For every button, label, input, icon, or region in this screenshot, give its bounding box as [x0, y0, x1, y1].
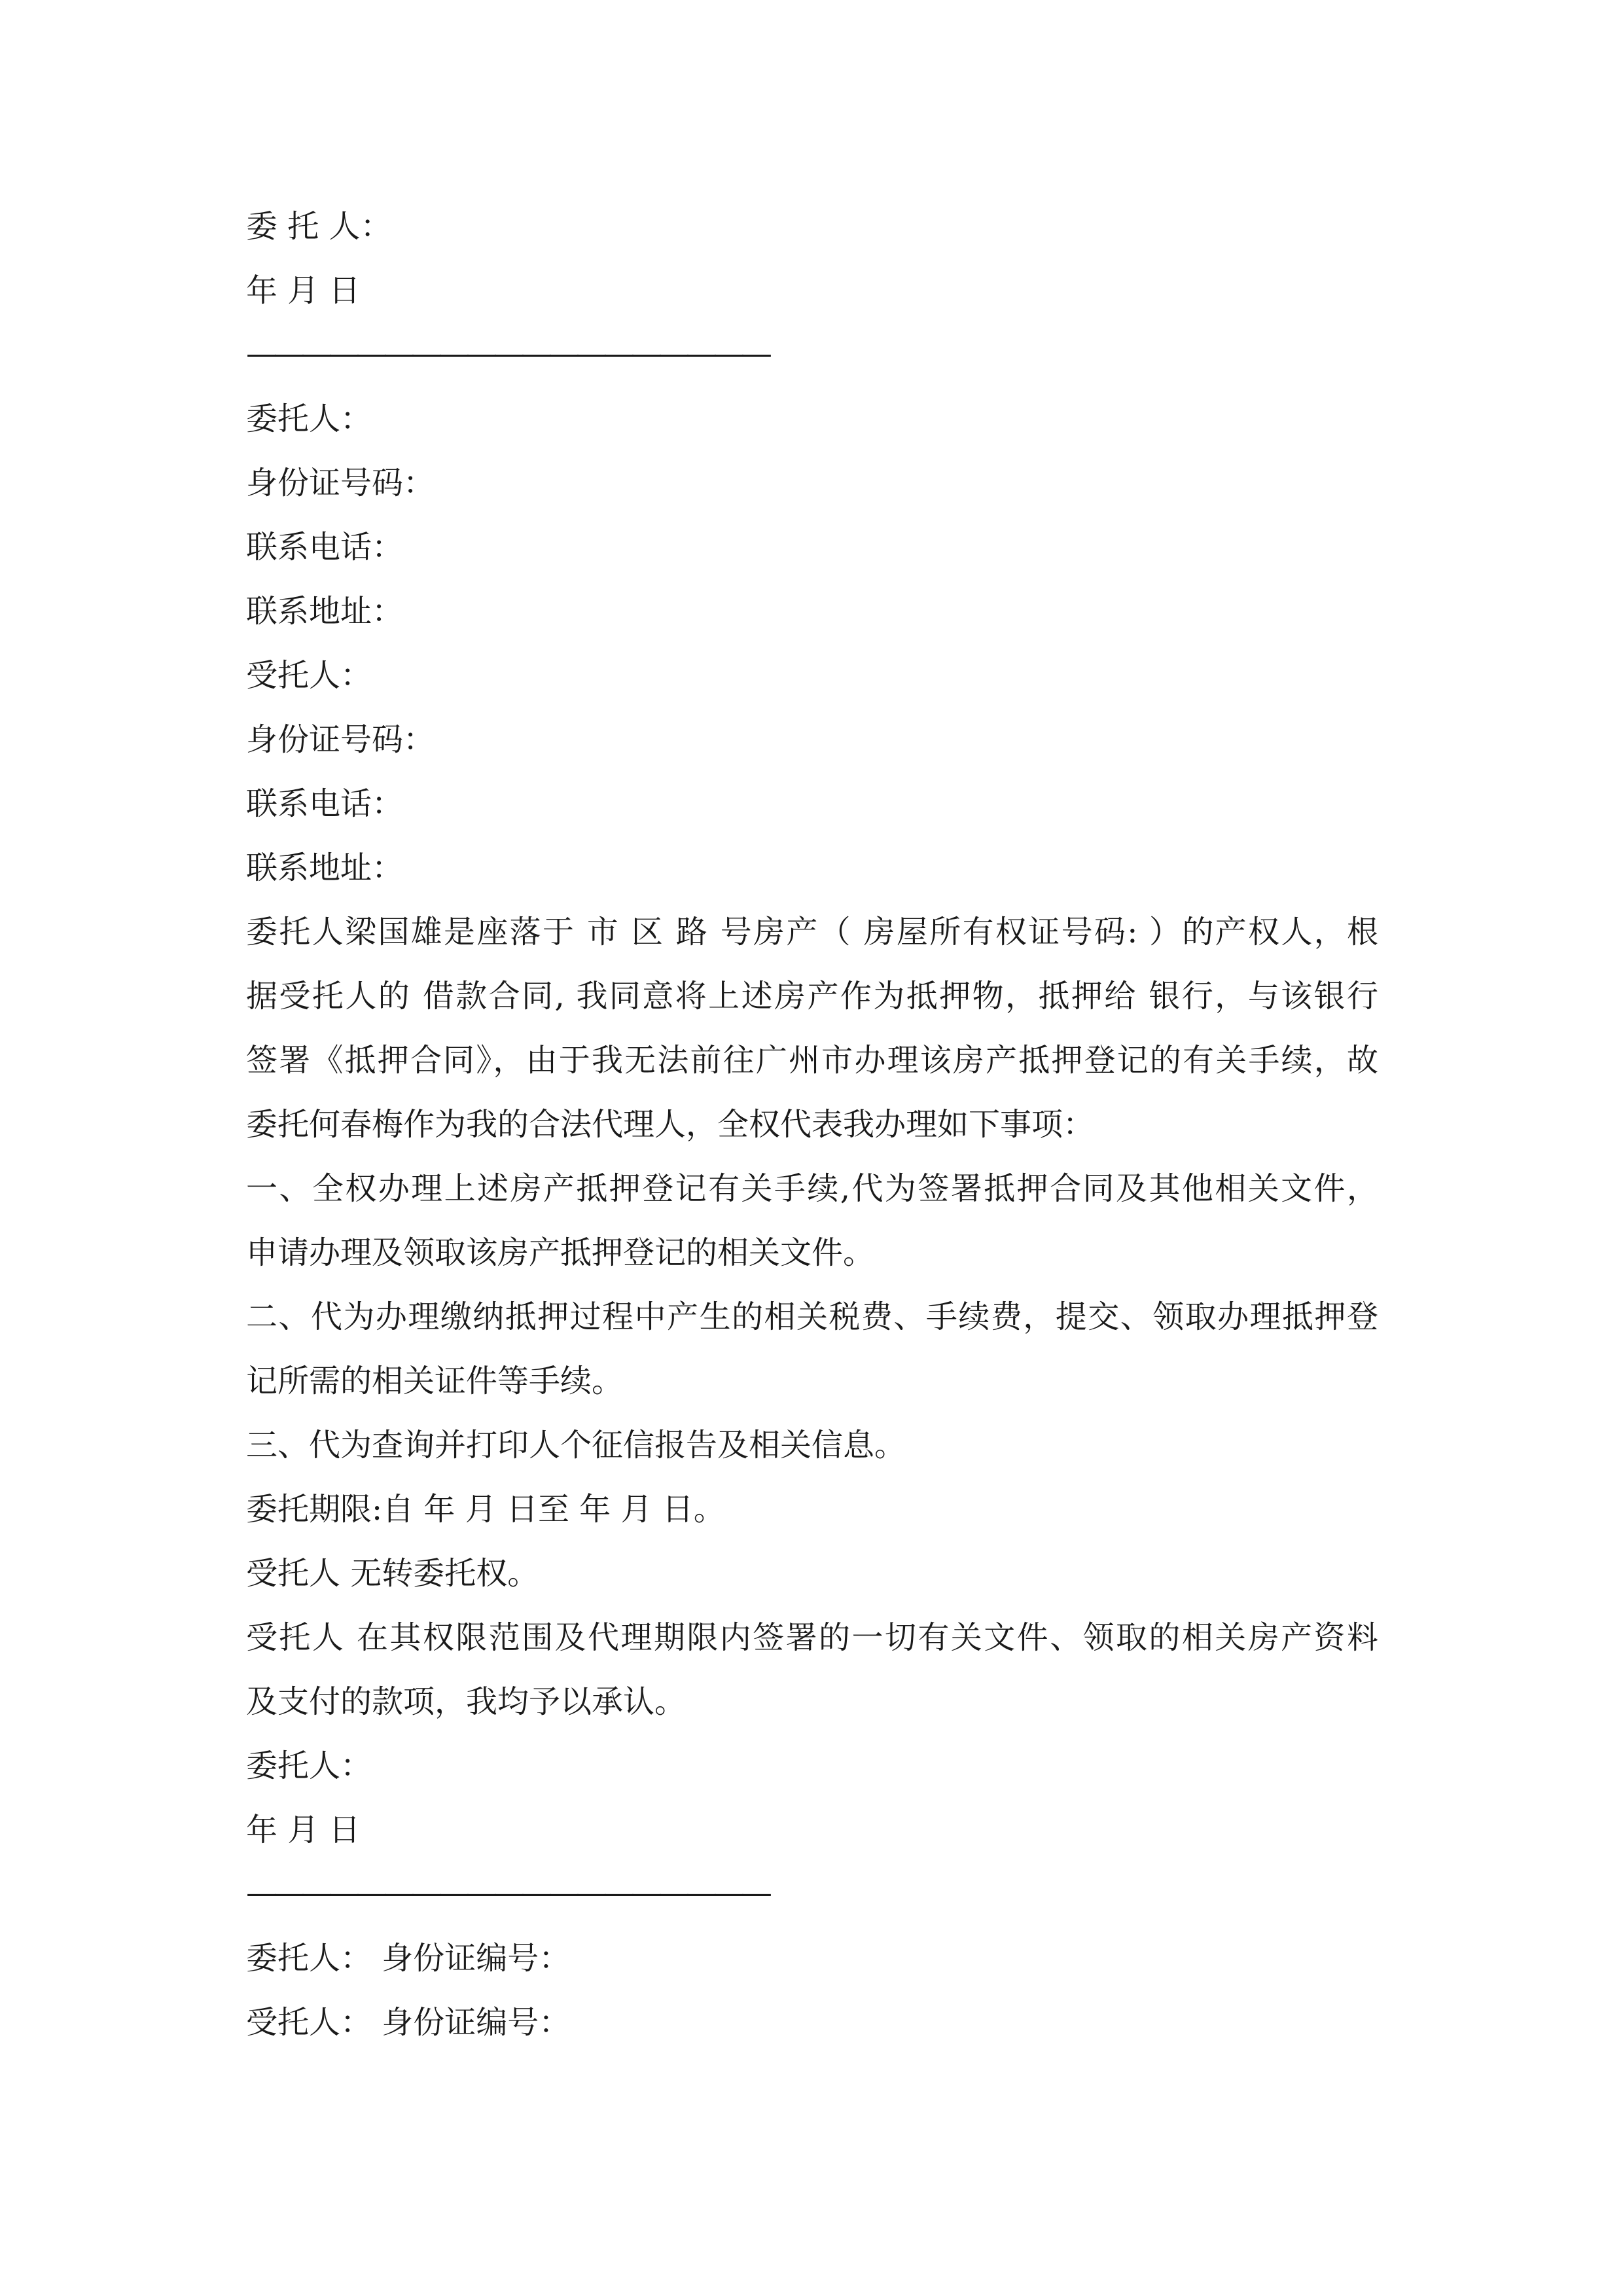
principal-phone-label: 联系电话： [246, 529, 404, 565]
agent-id-label: 身份证号码： [246, 721, 435, 758]
term-line: 委托期限:自 年 月 日至 年 月 日。 [246, 1491, 725, 1528]
confirmation-line: 受托人 在其权限范围及代理期限内签署的一切有关文件、领取的相关房产资料 [246, 1619, 1378, 1656]
separator-top: ——————————————————— [246, 335, 768, 372]
separator-bottom: ——————————————————— [246, 1874, 768, 1911]
paragraph-line: 委托人梁国雄是座落于 市 区 路 号房产（ 房屋所有权证号码: ）的产权人，根 [246, 914, 1378, 950]
signature-date-line: 年 月 日 [246, 1812, 361, 1848]
agent-label: 受托人： [246, 657, 372, 694]
signature-principal-label: 委托人： [246, 1748, 372, 1784]
footer-principal-line: 委托人： 身份证编号： [246, 1940, 571, 1977]
paragraph-line: 委托何春梅作为我的合法代理人，全权代表我办理如下事项： [246, 1106, 1095, 1143]
no-subdelegation-line: 受托人 无转委托权。 [246, 1555, 539, 1592]
item-three-line: 三、代为查询并打印人个征信报告及相关信息。 [246, 1427, 906, 1463]
item-one-line: 申请办理及领取该房产抵押登记的相关文件。 [246, 1234, 875, 1271]
item-two-line: 二、代为办理缴纳抵押过程中产生的相关税费、手续费，提交、领取办理抵押登 [246, 1299, 1378, 1335]
agent-address-label: 联系地址： [246, 850, 404, 886]
paragraph-line: 据受托人的 借款合同, 我同意将上述房产作为抵押物，抵押给 银行，与该银行 [246, 978, 1378, 1014]
principal-address-label: 联系地址： [246, 593, 404, 630]
item-two-line: 记所需的相关证件等手续。 [246, 1363, 624, 1399]
item-one-line: 一、全权办理上述房产抵押登记有关手续,代为签署抵押合同及其他相关文件， [246, 1170, 1378, 1207]
footer-agent-line: 受托人： 身份证编号： [246, 2004, 571, 2041]
paragraph-line: 签署《抵押合同》，由于我无法前往广州市办理该房产抵押登记的有关手续，故 [246, 1042, 1378, 1079]
principal-spaced-label: 委 托 人： [246, 208, 392, 245]
date-spaced-line: 年 月 日 [246, 272, 361, 309]
principal-id-label: 身份证号码： [246, 465, 435, 501]
agent-phone-label: 联系电话： [246, 785, 404, 822]
principal-label: 委托人： [246, 401, 372, 437]
confirmation-line: 及支付的款项，我均予以承认。 [246, 1683, 687, 1720]
